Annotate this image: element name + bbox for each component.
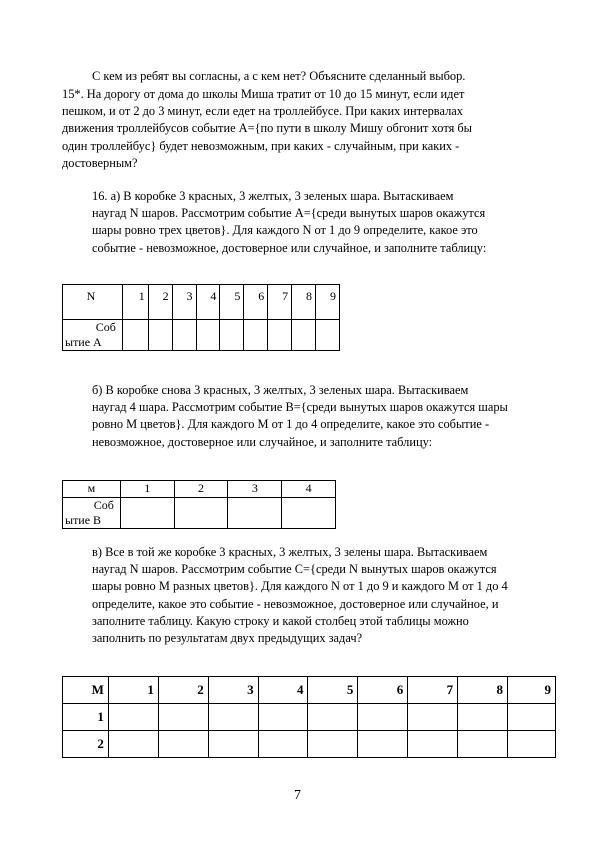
answer-cell[interactable] bbox=[408, 704, 458, 731]
row-label-part: ытие А bbox=[65, 335, 102, 349]
table-row bbox=[63, 481, 336, 498]
header-cell: 2 bbox=[174, 481, 228, 498]
answer-cell[interactable] bbox=[108, 704, 158, 731]
table-event-c bbox=[62, 676, 556, 758]
header-cell: 1 bbox=[108, 677, 158, 704]
problem-16b-line: наугад 4 шара. Рассмотрим событие В={среди вынутых шаров окажутся шары bbox=[92, 400, 508, 415]
header-cell: 2 bbox=[158, 677, 208, 704]
problem-16c bbox=[62, 544, 540, 647]
answer-cell[interactable] bbox=[174, 498, 228, 529]
problem-16b-line: ровно М цветов}. Для каждого М от 1 до 4 определите, какое это событие - bbox=[92, 417, 490, 432]
answer-cell[interactable] bbox=[282, 498, 336, 529]
problem-16c-line: заполнить по результатам двух предыдущих задач? bbox=[92, 631, 363, 646]
answer-cell[interactable] bbox=[292, 320, 316, 351]
answer-cell[interactable] bbox=[458, 704, 508, 731]
answer-cell[interactable] bbox=[268, 320, 292, 351]
table-event-b bbox=[62, 480, 336, 529]
problem-16b-line: б) В коробке снова 3 красных, 3 желтых, 3 зеленых шара. Вытаскиваем bbox=[92, 383, 469, 397]
header-cell: 7 bbox=[408, 677, 458, 704]
answer-cell[interactable] bbox=[308, 731, 358, 758]
answer-cell[interactable] bbox=[208, 704, 258, 731]
answer-cell[interactable] bbox=[508, 704, 556, 731]
header-cell: N bbox=[63, 285, 123, 320]
header-cell: 9 bbox=[316, 285, 340, 320]
problem-16a-line: наугад N шаров. Рассмотрим событие А={среди вынутых шаров окажутся bbox=[92, 206, 486, 221]
answer-cell[interactable] bbox=[408, 731, 458, 758]
answer-cell[interactable] bbox=[158, 704, 208, 731]
table-row bbox=[63, 731, 556, 758]
header-cell: 3 bbox=[172, 285, 196, 320]
answer-cell[interactable] bbox=[148, 320, 172, 351]
table-row bbox=[63, 320, 340, 351]
header-cell: 8 bbox=[292, 285, 316, 320]
header-cell: 5 bbox=[220, 285, 244, 320]
problem-16a-line: 16. а) В коробке 3 красных, 3 желтых, 3 зеленых шара. Вытаскиваем bbox=[92, 189, 454, 203]
answer-cell[interactable] bbox=[258, 704, 308, 731]
header-cell: 2 bbox=[148, 285, 172, 320]
table-row bbox=[63, 498, 336, 529]
page-number: 7 bbox=[294, 788, 301, 803]
row-label: 2 bbox=[63, 731, 109, 758]
header-cell: 3 bbox=[208, 677, 258, 704]
header-cell: 4 bbox=[258, 677, 308, 704]
answer-cell[interactable] bbox=[172, 320, 196, 351]
problem-15-line: один троллейбус} будет невозможным, при каких - случайным, при каких - bbox=[62, 138, 460, 153]
answer-cell[interactable] bbox=[120, 498, 174, 529]
answer-cell[interactable] bbox=[458, 731, 508, 758]
problem-16c-line: в) Все в той же коробке 3 красных, 3 желтых, 3 зелены шара. Вытаскиваем bbox=[92, 545, 488, 559]
answer-cell[interactable] bbox=[244, 320, 268, 351]
row-label-part: ытие В bbox=[65, 513, 102, 527]
answer-cell[interactable] bbox=[196, 320, 220, 351]
answer-cell[interactable] bbox=[108, 731, 158, 758]
answer-cell[interactable] bbox=[258, 731, 308, 758]
problem-15 bbox=[62, 86, 540, 172]
intro-paragraph bbox=[62, 68, 540, 85]
header-cell: 6 bbox=[244, 285, 268, 320]
header-cell: 4 bbox=[196, 285, 220, 320]
header-cell: M bbox=[63, 677, 109, 704]
problem-16b bbox=[62, 382, 540, 451]
row-label-part: Соб bbox=[95, 320, 116, 334]
problem-16c-line: наугад N шаров. Рассмотрим событие С={среди N вынутых шаров окажутся bbox=[92, 562, 497, 577]
header-cell: 4 bbox=[282, 481, 336, 498]
answer-cell[interactable] bbox=[220, 320, 244, 351]
problem-16a-line: шары ровно трех цветов}. Для каждого N от 1 до 9 определите, какое это bbox=[92, 223, 478, 238]
problem-16a bbox=[62, 188, 540, 257]
problem-15-line: достоверным? bbox=[62, 155, 138, 170]
problem-16c-line: заполните таблицу. Какую строку и какой столбец этой таблицы можно bbox=[92, 613, 469, 628]
answer-cell[interactable] bbox=[208, 731, 258, 758]
problem-16b-line: невозможное, достоверное или случайное, и заполните таблицу: bbox=[92, 434, 433, 449]
intro-line: С кем из ребят вы согласны, а с кем нет? Объясните сделанный выбор. bbox=[92, 69, 466, 83]
answer-cell[interactable] bbox=[122, 320, 148, 351]
answer-cell[interactable] bbox=[508, 731, 556, 758]
problem-16c-line: определите, какое это событие - невозможное, достоверное или случайное, и bbox=[92, 596, 499, 611]
answer-cell[interactable] bbox=[358, 704, 408, 731]
problem-16a-line: событие - невозможное, достоверное или случайное, и заполните таблицу: bbox=[92, 240, 487, 255]
answer-cell[interactable] bbox=[308, 704, 358, 731]
answer-cell[interactable] bbox=[158, 731, 208, 758]
row-label bbox=[63, 498, 121, 529]
row-label-part: Соб bbox=[93, 498, 114, 512]
answer-cell[interactable] bbox=[358, 731, 408, 758]
header-cell: 9 bbox=[508, 677, 556, 704]
header-cell: 5 bbox=[308, 677, 358, 704]
answer-cell[interactable] bbox=[316, 320, 340, 351]
header-cell: м bbox=[63, 481, 121, 498]
header-cell: 1 bbox=[120, 481, 174, 498]
table-row bbox=[63, 704, 556, 731]
answer-cell[interactable] bbox=[228, 498, 282, 529]
problem-16c-line: шары ровно М разных цветов}. Для каждого N от 1 до 9 и каждого М от 1 до 4 bbox=[92, 579, 508, 594]
header-cell: 8 bbox=[458, 677, 508, 704]
table-row bbox=[63, 285, 340, 320]
header-cell: 6 bbox=[358, 677, 408, 704]
table-event-a bbox=[62, 284, 340, 351]
header-cell: 7 bbox=[268, 285, 292, 320]
problem-15-line: движения троллейбусов событие А={по пути в школу Мишу обгонит хотя бы bbox=[62, 121, 472, 136]
problem-15-line: 15*. На дорогу от дома до школы Миша тратит от 10 до 15 минут, если идет bbox=[62, 87, 465, 101]
problem-15-line: пешком, и от 2 до 3 минут, если едет на троллейбусе. При каких интервалах bbox=[62, 104, 463, 119]
row-label bbox=[63, 320, 123, 351]
row-label: 1 bbox=[63, 704, 109, 731]
table-row bbox=[63, 677, 556, 704]
header-cell: 1 bbox=[122, 285, 148, 320]
header-cell: 3 bbox=[228, 481, 282, 498]
